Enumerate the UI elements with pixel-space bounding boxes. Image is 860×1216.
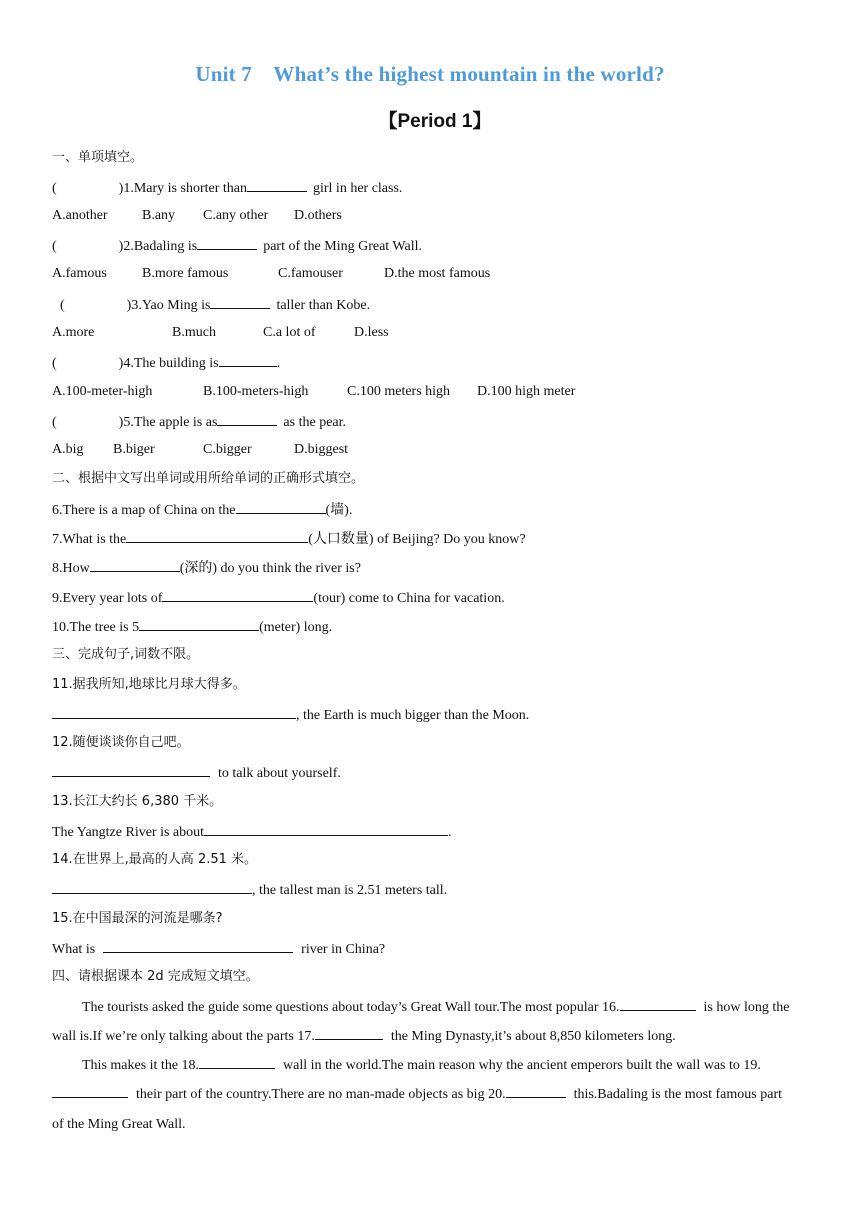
answer-blank[interactable] [52, 762, 210, 777]
passage-paragraph-2: This makes it the 18. wall in the world.The main reason why the ancient emperors built the wall was to 19.their part of the country.There are no man-made objects as big 20. this.Badaling is the most famous part of the Ming Great Wall. [52, 1051, 797, 1139]
question-5-options [52, 440, 348, 460]
option-d: D.biggest [294, 442, 349, 457]
answer-blank[interactable] [204, 821, 448, 836]
section-heading-1: 一、单项填空。 [52, 150, 144, 165]
question-13: The Yangtze River is about . [52, 821, 452, 843]
section-heading-2: 二、根据中文写出单词或用所给单词的正确形式填空。 [52, 471, 365, 486]
question-1-options [52, 206, 342, 226]
option-a: A.famous [52, 266, 107, 281]
option-a: A.more [52, 325, 95, 340]
answer-blank[interactable] [217, 411, 277, 426]
answer-blank-17[interactable] [315, 1025, 383, 1040]
answer-blank[interactable] [139, 616, 259, 631]
question-13-chinese: 13.长江大约长 6,380 千米。 [52, 794, 223, 809]
question-10: 10.The tree is 5 (meter) long. [52, 616, 332, 638]
question-12: to talk about yourself. [52, 762, 341, 784]
option-a: A.another [52, 208, 108, 223]
question-3: ( )3.Yao Ming is taller than Kobe. [60, 294, 370, 316]
section-heading-4: 四、请根据课本 2d 完成短文填空。 [52, 969, 259, 984]
answer-blank-19[interactable] [52, 1083, 128, 1098]
option-a: A.big [52, 442, 84, 457]
answer-blank[interactable] [103, 938, 293, 953]
option-c: C.any other [203, 208, 269, 223]
question-15: What is river in China? [52, 938, 385, 960]
option-b: B.more famous [142, 266, 229, 281]
option-c: C.100 meters high [347, 384, 451, 399]
option-b: B.biger [113, 442, 155, 457]
option-c: C.bigger [203, 442, 252, 457]
option-d: D.100 high meter [477, 384, 576, 399]
answer-blank[interactable] [52, 704, 296, 719]
passage-paragraph-1: The tourists asked the guide some questions about today’s Great Wall tour.The most popular 16. is how long the wall is.If we’re only talking about the parts 17. the Ming Dynasty,it’s about 8,850 kilometers long. [52, 993, 797, 1052]
question-11-chinese: 11.据我所知,地球比月球大得多。 [52, 677, 246, 692]
answer-blank-20[interactable] [506, 1083, 566, 1098]
answer-blank[interactable] [90, 557, 180, 572]
answer-blank[interactable] [247, 177, 307, 192]
question-14-chinese: 14.在世界上,最高的人高 2.51 米。 [52, 852, 258, 867]
option-c: C.famouser [278, 266, 343, 281]
question-5: ( )5.The apple is as as the pear. [52, 411, 346, 433]
question-8: 8.How (深的) do you think the river is? [52, 557, 361, 579]
unit-title: Unit 7 What’s the highest mountain in the world? [195, 62, 665, 86]
option-d: D.others [294, 208, 342, 223]
question-3-options [52, 323, 389, 343]
question-7: 7.What is the (人口数量) of Beijing? Do you know? [52, 528, 526, 550]
answer-blank[interactable] [52, 879, 252, 894]
period-label: 【Period 1】 [378, 111, 492, 132]
question-14: , the tallest man is 2.51 meters tall. [52, 879, 447, 901]
question-4-options [52, 382, 575, 402]
question-1: ( )1.Mary is shorter than girl in her class. [52, 177, 402, 199]
option-b: B.100-meters-high [203, 384, 309, 399]
option-a: A.100-meter-high [52, 384, 153, 399]
question-2: ( )2.Badaling is part of the Ming Great Wall. [52, 235, 422, 257]
option-b: B.any [142, 208, 176, 223]
answer-blank[interactable] [219, 352, 277, 367]
question-4: ( )4.The building is . [52, 352, 280, 374]
question-12-chinese: 12.随便谈谈你自己吧。 [52, 735, 190, 750]
answer-blank[interactable] [162, 587, 313, 602]
question-6: 6.There is a map of China on the (墙). [52, 499, 352, 521]
answer-blank[interactable] [210, 294, 270, 309]
answer-blank-18[interactable] [199, 1054, 275, 1069]
question-9: 9.Every year lots of (tour) come to China for vacation. [52, 587, 505, 609]
question-15-chinese: 15.在中国最深的河流是哪条? [52, 911, 223, 926]
section-heading-3: 三、完成句子,词数不限。 [52, 647, 200, 662]
answer-blank[interactable] [236, 499, 326, 514]
answer-blank-16[interactable] [620, 996, 696, 1011]
answer-blank[interactable] [197, 235, 257, 250]
option-d: D.the most famous [384, 266, 491, 281]
question-11: , the Earth is much bigger than the Moon. [52, 704, 529, 726]
option-b: B.much [172, 325, 216, 340]
option-d: D.less [354, 325, 389, 340]
option-c: C.a lot of [263, 325, 316, 340]
answer-blank[interactable] [126, 528, 308, 543]
question-2-options [52, 264, 490, 284]
